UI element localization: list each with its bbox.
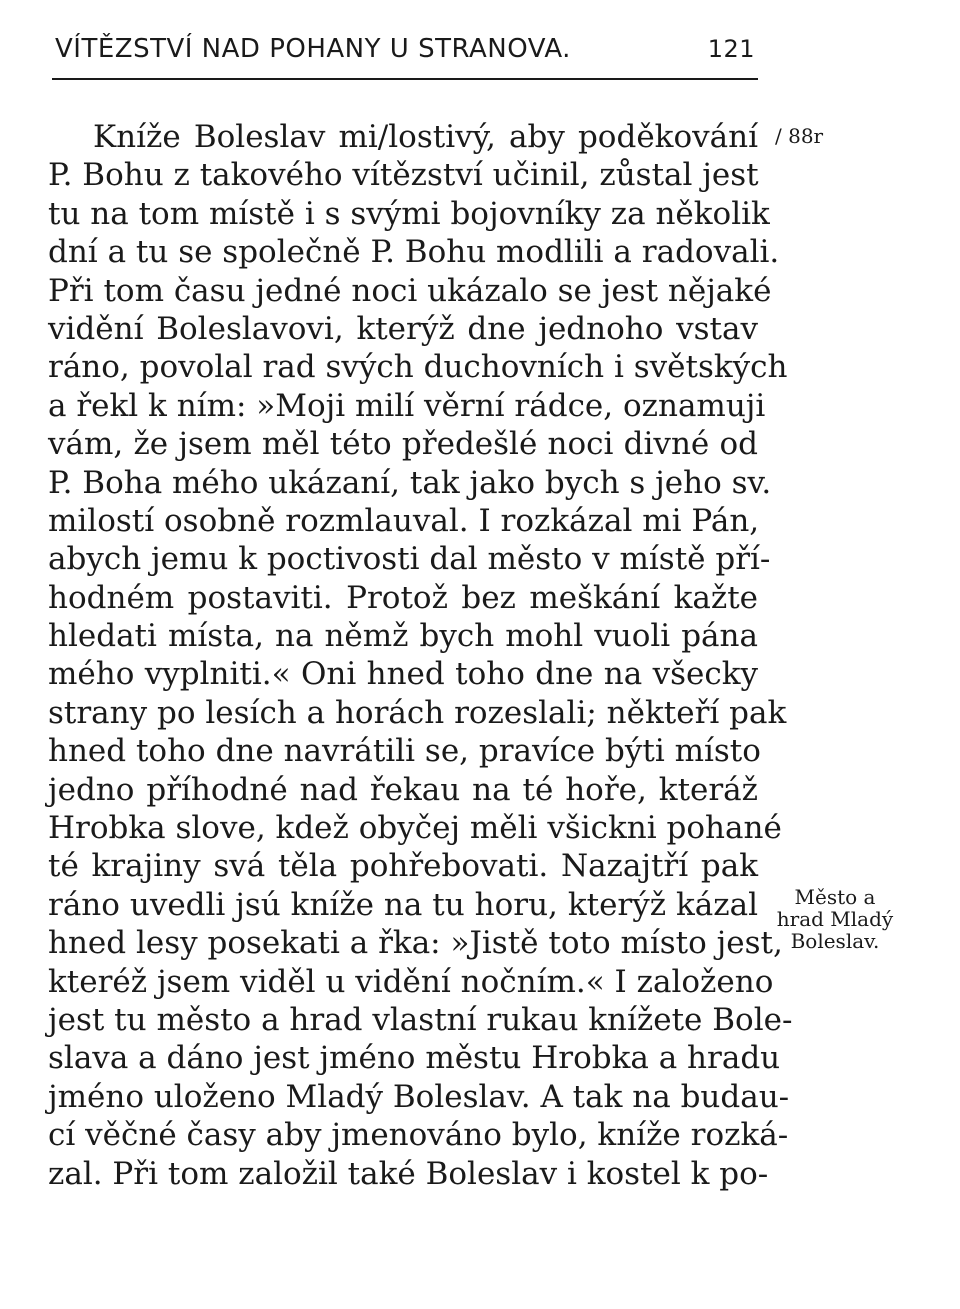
text-line: hned lesy posekati a řka: »Jistě toto místo jest, (48, 925, 783, 962)
margin-note-line: Město a (794, 885, 876, 909)
text-line: kteréž jsem viděl u vidění nočním.« I založeno (48, 963, 774, 1000)
page-number: 121 (707, 35, 755, 63)
text-line: P. Bohu z takového vítězství učinil, zůstal jest (48, 157, 759, 194)
running-header (55, 34, 755, 64)
text-line: dní a tu se společně P. Bohu modlili a radovali. (48, 234, 780, 271)
margin-note-line: hrad Mladý (776, 907, 894, 931)
text-line: strany po lesích a horách rozeslali; někteří pak (48, 694, 787, 731)
text-line: a řekl k ním: »Moji milí věrní rádce, oznamuji (48, 387, 766, 424)
folio-marker: / 88r (775, 124, 824, 148)
text-line: jedno příhodné nad řekau na té hoře, kteráž (48, 771, 758, 808)
text-line: zal. Při tom založil také Boleslav i kostel k po- (48, 1155, 769, 1192)
text-line: slava a dáno jest jméno městu Hrobka a hradu (48, 1040, 781, 1077)
text-line: vidění Boleslavovi, kterýž dne jednoho vstav (48, 310, 758, 347)
text-line: hledati místa, na němž bych mohl vuoli pána (48, 618, 758, 655)
text-line: abych jemu k poctivosti dal město v místě pří- (48, 541, 771, 578)
text-line: jméno uloženo Mladý Boleslav. A tak na budau- (48, 1078, 790, 1115)
text-line: P. Boha mého ukázaní, tak jako bych s jeho sv. (48, 464, 772, 501)
text-line: Při tom času jedné noci ukázalo se jest nějaké (48, 272, 772, 309)
margin-note (760, 886, 910, 952)
text-line: té krajiny svá těla pohřebovati. Nazajtří pak (48, 848, 758, 885)
text-line: mého vyplniti.« Oni hned toho dne na všecky (48, 656, 758, 693)
text-line: Kníže Boleslav mi/lostivý, aby poděkování (93, 119, 758, 155)
text-line: cí věčné časy aby jmenováno bylo, kníže rozká- (48, 1117, 789, 1154)
text-line: ráno uvedli jsú kníže na tu horu, kterýž kázal (48, 886, 758, 923)
margin-note-line: Boleslav. (790, 929, 880, 953)
header-rule (52, 78, 758, 80)
text-line: milostí osobně rozmlauval. I rozkázal mi Pán, (48, 502, 760, 539)
text-line: ráno, povolal rad svých duchovních i světských (48, 349, 788, 386)
text-line: hodném postaviti. Protož bez meškání kažte (48, 579, 758, 616)
text-line: tu na tom místě i s svými bojovníky za několik (48, 195, 770, 232)
text-line: jest tu město a hrad vlastní rukau knížete Bole- (48, 1001, 793, 1038)
text-line: hned toho dne navrátili se, pravíce býti místo (48, 733, 761, 770)
text-line: Hrobka slove, kdež obyčej měli všickni pohané (48, 810, 782, 847)
text-line: vám, že jsem měl této předešlé noci divné od (48, 426, 758, 463)
header-title: VÍTĚZSTVÍ NAD POHANY U STRANOVA. (55, 34, 571, 64)
body-text (48, 118, 793, 1193)
